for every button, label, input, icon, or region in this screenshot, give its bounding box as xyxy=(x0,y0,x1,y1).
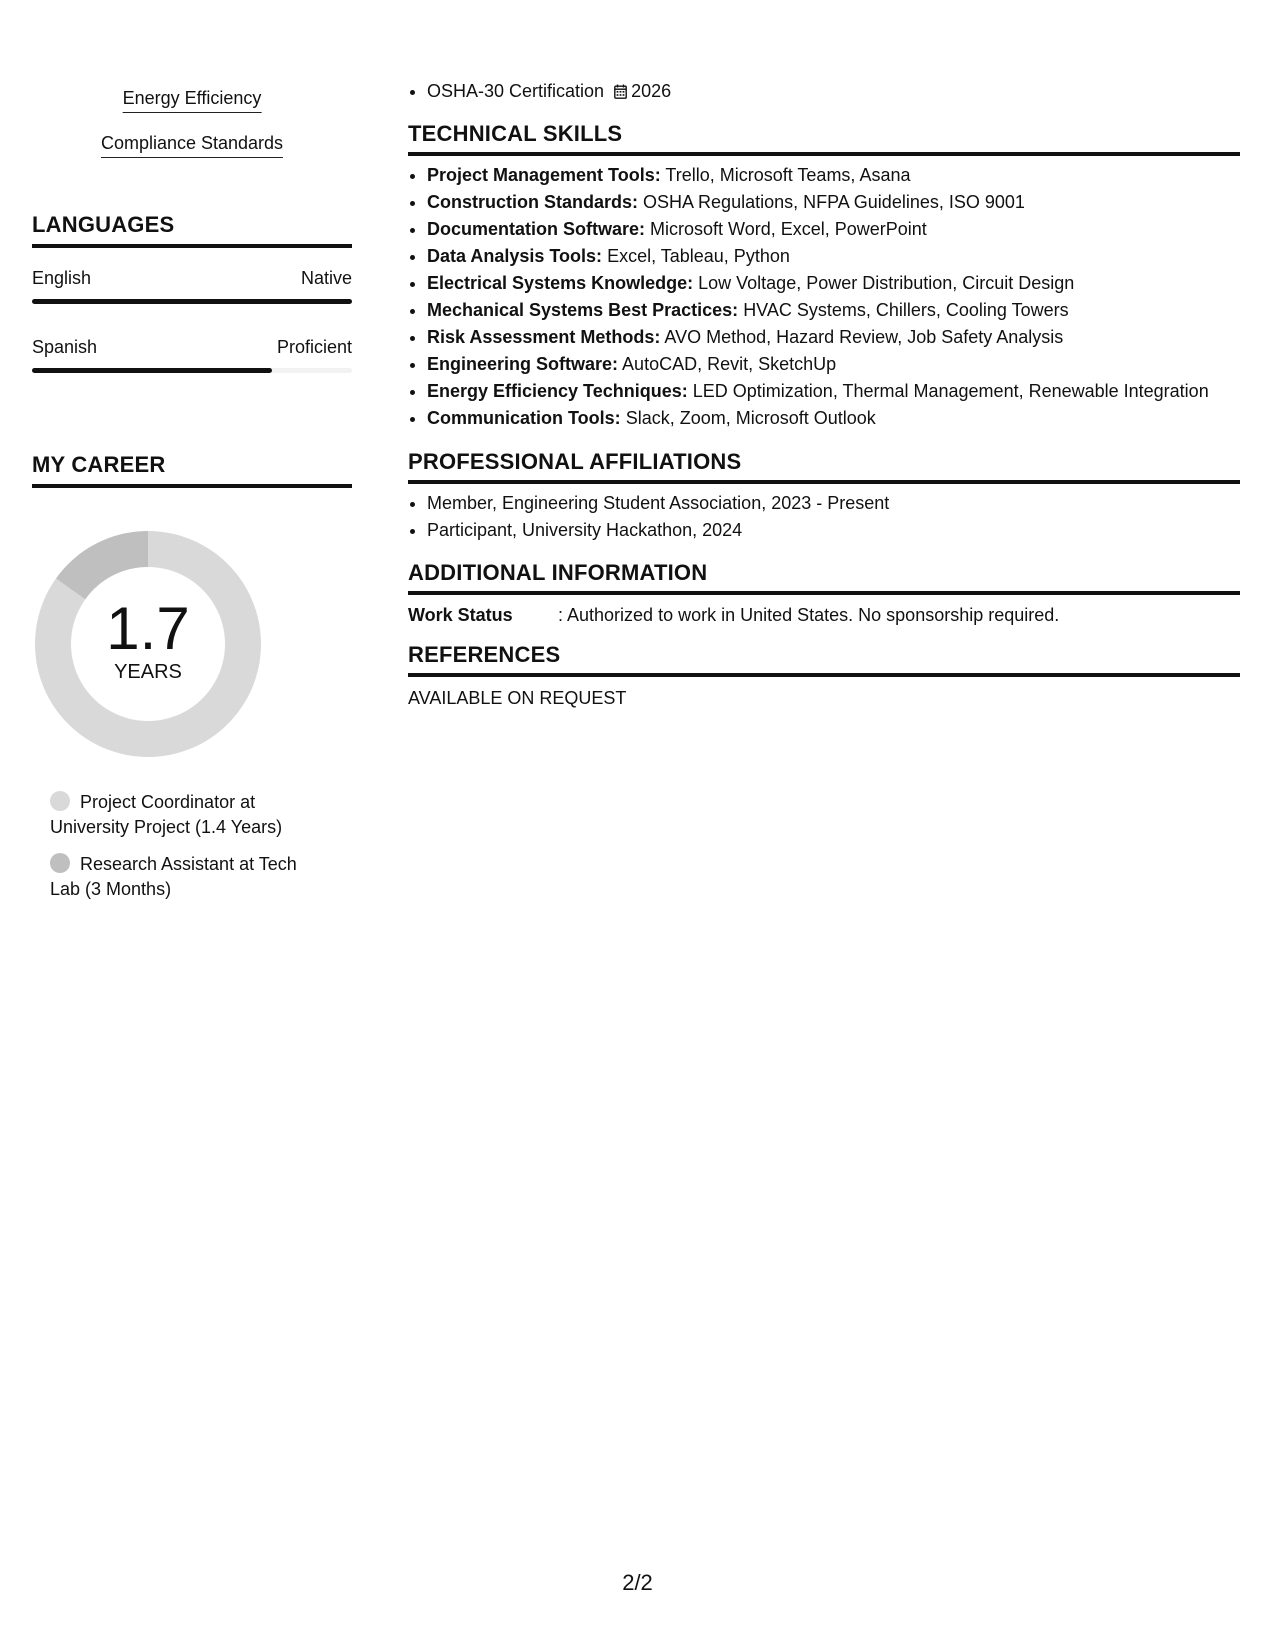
skill-category-value: Trello, Microsoft Teams, Asana xyxy=(665,165,911,185)
language-proficiency-bar xyxy=(32,368,352,373)
affiliation-item: • Member, Engineering Student Association, 2023 - Present xyxy=(427,490,889,517)
skill-category-label: Energy Efficiency Techniques: xyxy=(427,381,688,401)
career-total xyxy=(34,530,262,758)
skill-tag: Energy Efficiency xyxy=(123,88,262,113)
technical-skill-item xyxy=(427,216,1209,243)
languages-heading: LANGUAGES xyxy=(32,212,352,248)
work-status-value: : Authorized to work in United States. No sponsorship required. xyxy=(558,605,1060,625)
language-row xyxy=(32,268,352,289)
skill-category-label: Engineering Software: xyxy=(427,354,619,374)
technical-skill-item xyxy=(427,324,1209,351)
language-level: Proficient xyxy=(276,337,352,357)
language-level: Native xyxy=(300,268,352,288)
skill-category-label: Electrical Systems Knowledge: xyxy=(427,273,694,293)
skill-category-value: OSHA Regulations, NFPA Guidelines, ISO 9001 xyxy=(643,192,1025,212)
skill-category-label: Communication Tools: xyxy=(427,408,621,428)
language-name: Spanish xyxy=(32,337,98,357)
technical-skill-item xyxy=(427,378,1209,405)
skill-category-value: AutoCAD, Revit, SketchUp xyxy=(622,354,837,374)
skill-category-value: Low Voltage, Power Distribution, Circuit Design xyxy=(698,273,1075,293)
skill-category-label: Risk Assessment Methods: xyxy=(427,327,661,347)
technical-skill-item xyxy=(427,405,1209,432)
career-donut-chart xyxy=(34,530,262,758)
skill-category-label: Mechanical Systems Best Practices: xyxy=(427,300,739,320)
certification-name: OSHA-30 Certification xyxy=(427,81,605,101)
career-legend-item xyxy=(50,790,330,840)
legend-dot xyxy=(50,791,70,811)
skill-category-value: LED Optimization, Thermal Management, Renewable Integration xyxy=(692,381,1209,401)
language-name: English xyxy=(32,268,92,288)
references-heading: REFERENCES xyxy=(408,642,1240,677)
affiliation-item: • Participant, University Hackathon, 2024 xyxy=(427,517,889,544)
page-number: 2/2 xyxy=(622,1570,653,1595)
technical-skill-item xyxy=(427,162,1209,189)
additional-info-heading: ADDITIONAL INFORMATION xyxy=(408,560,1240,595)
skill-category-label: Documentation Software: xyxy=(427,219,646,239)
affiliations-list xyxy=(408,490,889,544)
skill-category-value: HVAC Systems, Chillers, Cooling Towers xyxy=(743,300,1069,320)
technical-skill-item xyxy=(427,243,1209,270)
technical-skills-heading: TECHNICAL SKILLS xyxy=(408,121,1240,156)
technical-skill-item xyxy=(427,270,1209,297)
skill-category-value: Microsoft Word, Excel, PowerPoint xyxy=(650,219,927,239)
career-legend-text: Project Coordinator at University Project (1.4 Years) xyxy=(50,792,283,837)
certification-item xyxy=(427,78,671,105)
skill-category-value: Excel, Tableau, Python xyxy=(607,246,790,266)
career-total-value: 1.7 xyxy=(106,594,190,662)
technical-skill-item xyxy=(427,189,1209,216)
language-proficiency-bar xyxy=(32,299,352,304)
certification-year: 2026 xyxy=(631,81,672,101)
skill-category-value: Slack, Zoom, Microsoft Outlook xyxy=(625,408,876,428)
technical-skill-item xyxy=(427,351,1209,378)
affiliations-heading: PROFESSIONAL AFFILIATIONS xyxy=(408,449,1240,484)
career-legend-text: Research Assistant at Tech Lab (3 Months) xyxy=(50,854,297,899)
skill-category-label: Construction Standards: xyxy=(427,192,639,212)
technical-skill-item xyxy=(427,297,1209,324)
career-total-unit: YEARS xyxy=(114,660,182,683)
technical-skills-list xyxy=(408,162,1209,432)
skill-tag: Compliance Standards xyxy=(101,133,283,158)
skill-category-label: Data Analysis Tools: xyxy=(427,246,603,266)
skill-category-label: Project Management Tools: xyxy=(427,165,661,185)
certification-list xyxy=(408,78,671,105)
skill-category-value: AVO Method, Hazard Review, Job Safety Analysis xyxy=(664,327,1064,347)
legend-dot xyxy=(50,853,70,873)
language-row xyxy=(32,337,352,358)
references-text: AVAILABLE ON REQUEST xyxy=(408,688,627,708)
career-heading: MY CAREER xyxy=(32,452,352,488)
work-status-label: Work Status xyxy=(408,605,513,625)
work-status-row xyxy=(408,605,1059,626)
language-proficiency-fill xyxy=(32,368,272,373)
calendar-icon xyxy=(614,84,627,99)
career-legend-item xyxy=(50,852,330,902)
language-proficiency-fill xyxy=(32,299,352,304)
